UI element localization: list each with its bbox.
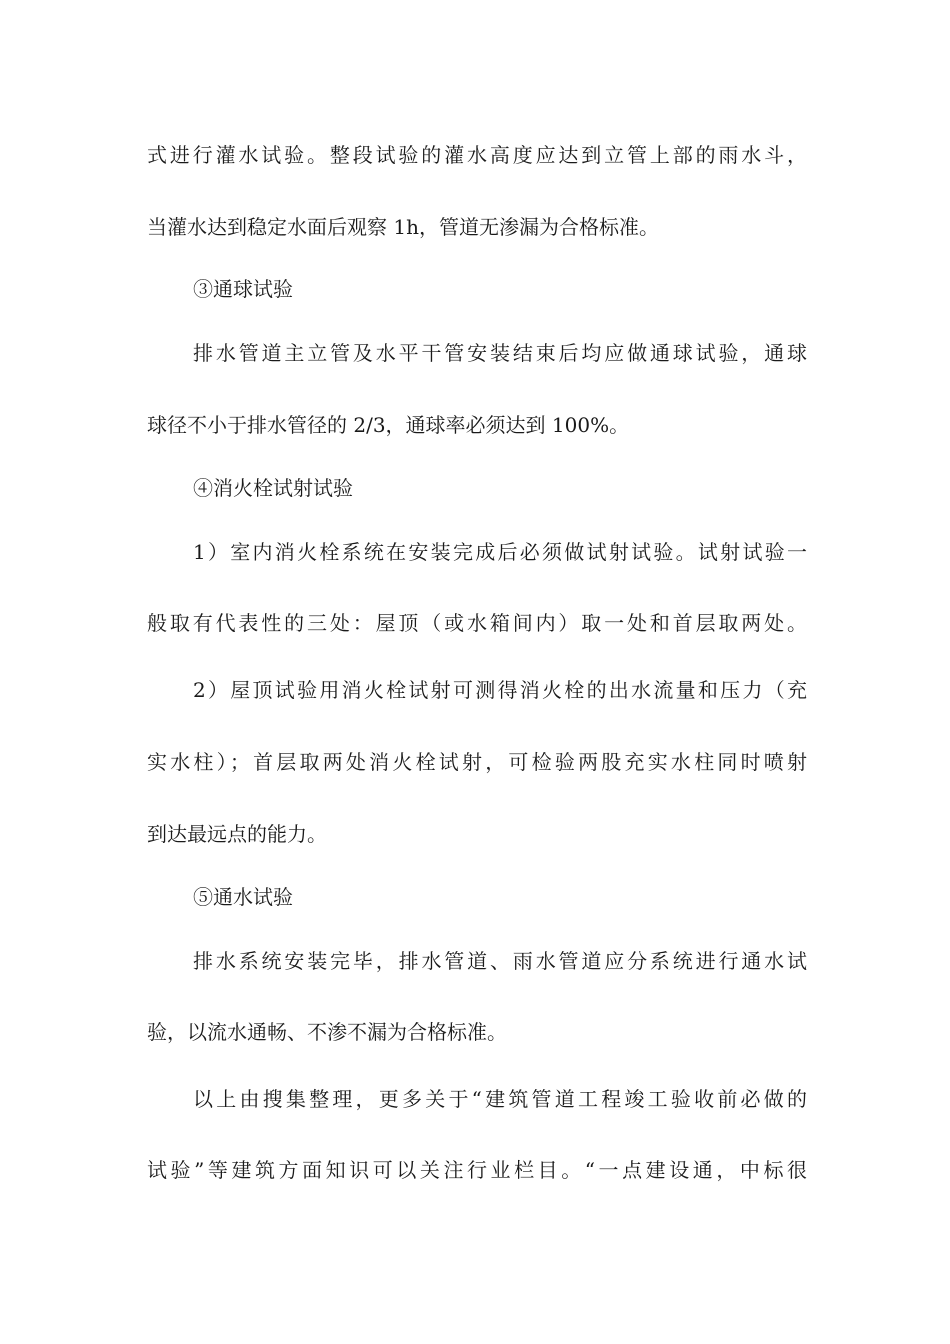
paragraph-line: 实水柱）；首层取两处消火栓试射，可检验两股充实水柱同时喷射 — [147, 750, 807, 774]
paragraph-line: 般取有代表性的三处：屋顶（或水箱间内）取一处和首层取两处。 — [147, 611, 807, 635]
paragraph-line: 当灌水达到稳定水面后观察 1h，管道无渗漏为合格标准。 — [147, 215, 659, 239]
paragraph-line: 式进行灌水试验。整段试验的灌水高度应达到立管上部的雨水斗， — [147, 143, 807, 167]
paragraph-line: 到达最远点的能力。 — [147, 822, 327, 846]
paragraph-line: 排水管道主立管及水平干管安装结束后均应做通球试验，通球 — [193, 341, 807, 365]
paragraph-line: 球径不小于排水管径的 2/3，通球率必须达到 100%。 — [147, 413, 630, 437]
paragraph-line: 试验”等建筑方面知识可以关注行业栏目。“一点建设通，中标很 — [147, 1158, 807, 1182]
paragraph-line: 以上由搜集整理，更多关于“建筑管道工程竣工验收前必做的 — [193, 1087, 807, 1111]
paragraph-line: 排水系统安装完毕，排水管道、雨水管道应分系统进行通水试 — [193, 949, 807, 973]
section-heading: ⑤通水试验 — [193, 885, 293, 909]
paragraph-line: 1）室内消火栓系统在安装完成后必须做试射试验。试射试验一 — [193, 540, 807, 564]
paragraph-line: 验，以流水通畅、不渗不漏为合格标准。 — [147, 1020, 507, 1044]
paragraph-line: 2）屋顶试验用消火栓试射可测得消火栓的出水流量和压力（充 — [193, 678, 807, 702]
section-heading: ④消火栓试射试验 — [193, 476, 353, 500]
section-heading: ③通球试验 — [193, 277, 293, 301]
